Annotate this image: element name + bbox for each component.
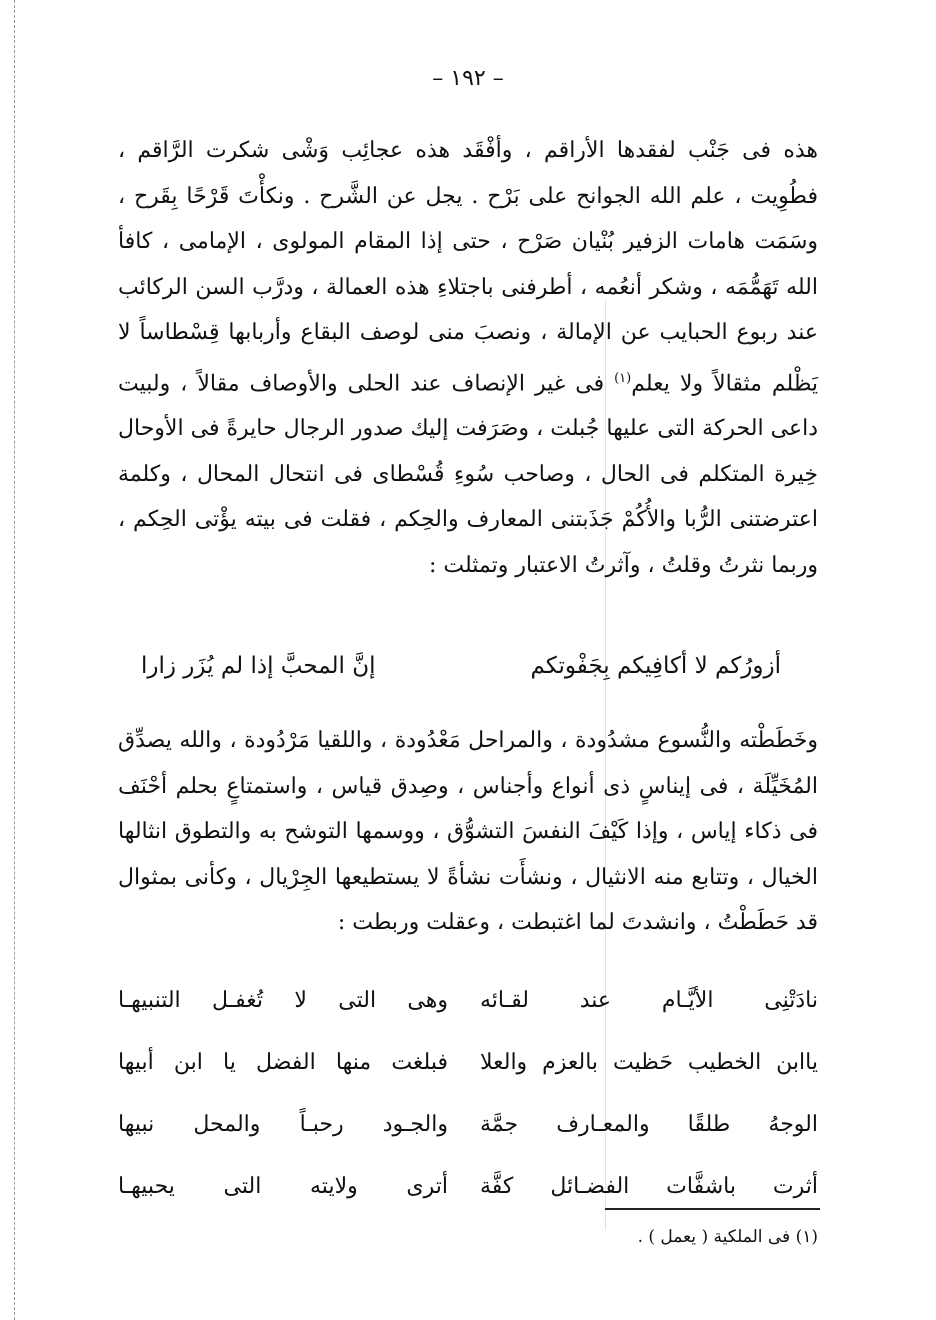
- footnote-marker: (١): [614, 370, 632, 386]
- verse-first-hemistich: أزورُكم لا أكافِيكم بِجَفْوتكم: [530, 653, 781, 679]
- poem-first-hemistich: ياابن الخطيب حَظيت بالعزم والعلا: [480, 1050, 818, 1075]
- poem-second-hemistich: والجـود رحبـاً والمحل نبيها: [118, 1112, 448, 1137]
- poem-second-hemistich: فبلغت منها الفضل يا ابن أبيها: [118, 1050, 448, 1075]
- poem-second-hemistich: وهى التى لا تُغفـل التنبيهـا: [118, 988, 448, 1013]
- paragraph-1-text: هذه فى جَنْب لفقدها الأراقم ، وأفْقَد هذه عجائِب وَشْى شكرت الرَّاقم ، فطُوِيت ، علم الله الجوانح على بَرْح . يجل عن الشَّرح . ونكأْتَ قَرْحًا بِقَرح ، وسَمَت هامات الزفير بُنْيان صَرْح ، حتى إذا المقام المولوى ، الإمامى ، كافأ الله تَهَمُّمَه ، وشكر أنعُمه ، أطرفنى باجتلاءِ هذه العمالة ، ودرَّب السن الركائب عند ربوع الحبايب عن الإمالة ، ونصبَ منى لوصف البقاع وأربابها قِسْطاساً لا يَظْلم مثقالاً ولا يعلم: [118, 138, 818, 396]
- verse-couplet: [141, 646, 781, 686]
- binding-edge-rule: [14, 0, 15, 1320]
- poem-line: [118, 1162, 818, 1224]
- poem-second-hemistich: أترى ولايته التى يحبيهـا: [118, 1174, 448, 1199]
- poem-line: [118, 976, 818, 1038]
- footnote-separator: [605, 1208, 820, 1210]
- poem-line: [118, 1038, 818, 1100]
- poem-first-hemistich: أثرت باشفَّات الفضـائل كفَّة: [480, 1174, 818, 1199]
- verse-second-hemistich: إنَّ المحبَّ إذا لم يُزَر زارا: [141, 653, 376, 679]
- paragraph-1: [118, 128, 818, 588]
- poem-line: [118, 1100, 818, 1162]
- paragraph-2: وخَطَطْته والنُّسوع مشدُودة ، والمراحل مَعْدُودة ، واللقيا مَرْدُودة ، والله يصدِّق المُخَيِّلَة ، فى إيناسٍ ذى أنواع وأجناس ، وصِدق قياس ، واستمتاعٍ بحلم أحْنَف فى ذكاء إياس ، وإذا كَيْفَ النفسَ التشوُّق ، ووسمها التوشح به والتطوق انثالها الخيال ، وتتابع منه الانثيال ، ونشأَت نشأةً لا يستطيعها الجِرْيال ، وكأنى بمثوال قد حَطَطْتُ ، وانشدتَ لما اغتبطت ، وعقلت وربطت :: [118, 728, 819, 935]
- footnote: (١) فى الملكية ( يعمل ) .: [637, 1227, 818, 1247]
- poem-first-hemistich: نادَتْنِى الأيَّـام عند لقـائه: [480, 988, 818, 1013]
- poem-first-hemistich: الوجهُ طلقًا والمعـارف جمَّة: [480, 1112, 818, 1137]
- page-number: – ١٩٢ –: [432, 66, 504, 91]
- paragraph-1-continuation: فى غير الإنصاف عند الحلى والأوصاف مقالاً ، ولبيت داعى الحركة التى عليها جُبلت ، وصَرَفت إليك صدور الرجال حايرةً فى الأوحال خِيرة المتكلم فى الحال ، وصاحب سُوءِ قُسْطاى فى انتحال المحال ، وكلمة اعترضتنى الرُّبا والأُكُمْ جَذَبتنى المعارف والحِكم ، فقلت فى بيته يؤْتى الحِكم ، وربما نثرتُ وقلتُ ، وآثرتُ الاعتبار وتمثلت :: [118, 370, 818, 578]
- poem: [118, 976, 818, 1224]
